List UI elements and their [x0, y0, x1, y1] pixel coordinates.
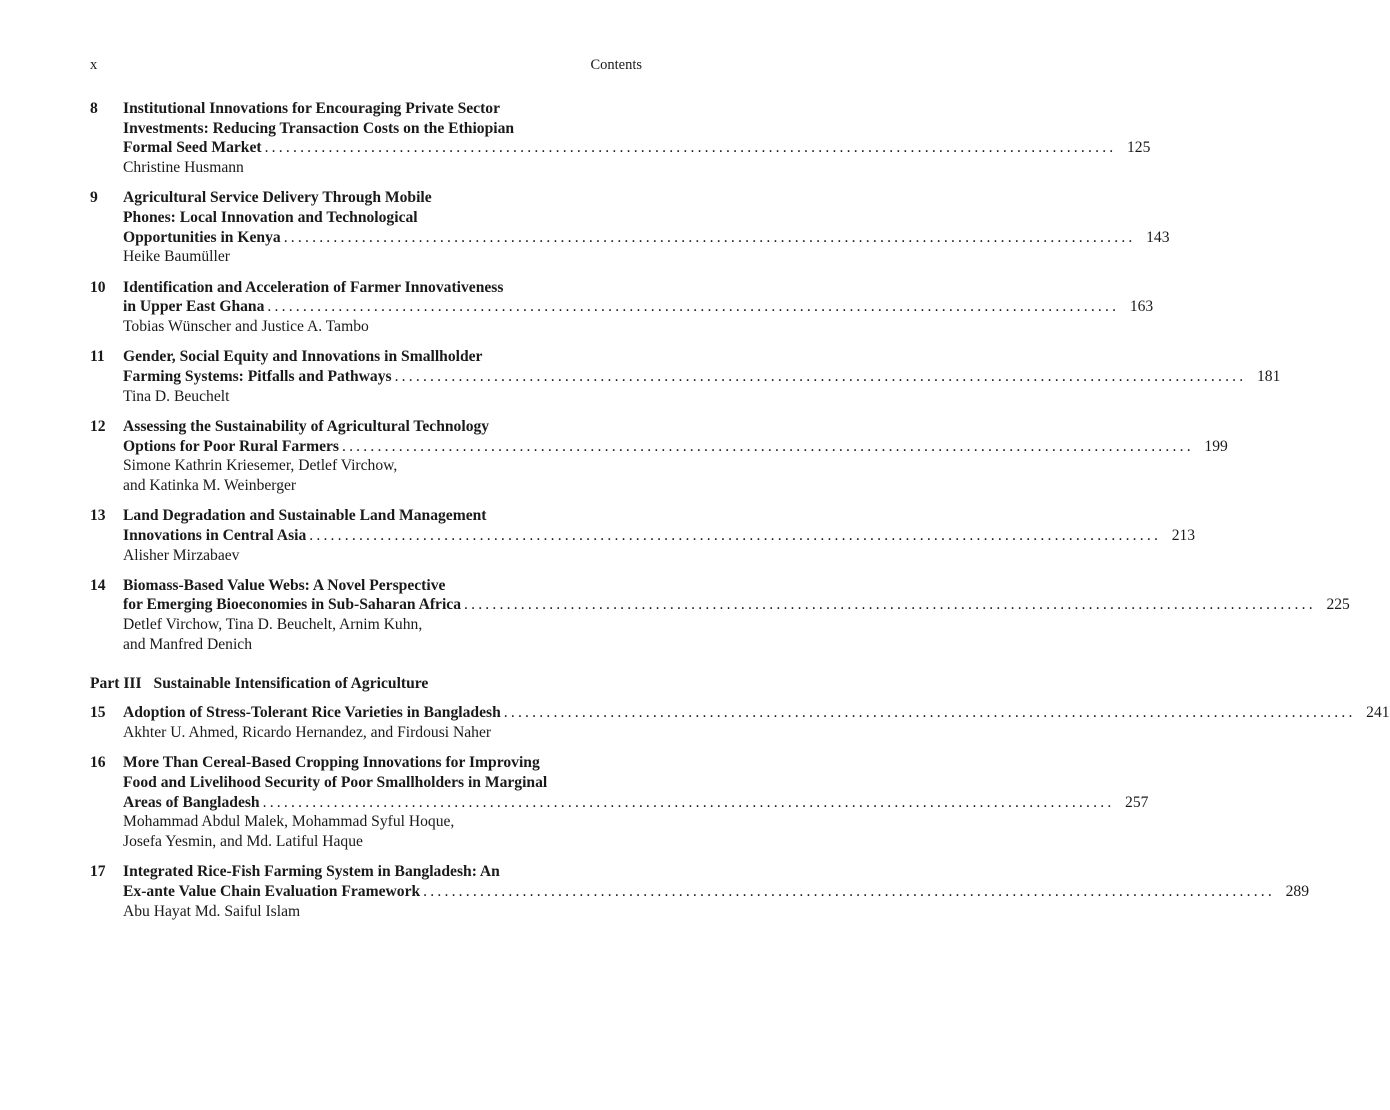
chapter-title-last-line[interactable]: [123, 297, 1154, 317]
entry-body: [123, 753, 1149, 852]
chapter-title-line[interactable]: Formal Seed Market: [123, 139, 262, 157]
chapter-authors: Alisher Mirzabaev: [123, 546, 240, 564]
chapter-authors: Tobias Wünscher and Justice A. Tambo: [123, 318, 369, 336]
chapter-authors: Christine Husmann: [123, 159, 244, 177]
chapter-authors: and Manfred Denich: [123, 635, 253, 653]
toc-entry[interactable]: [90, 347, 1281, 406]
chapter-title-line[interactable]: Adoption of Stress-Tolerant Rice Varieties in Bangladesh: [123, 704, 501, 722]
running-title: Contents: [590, 57, 642, 73]
toc-entry[interactable]: [90, 753, 1149, 852]
page-number: x: [90, 57, 98, 73]
chapter-title-line[interactable]: Food and Livelihood Security of Poor Smallholders in Marginal: [123, 773, 548, 791]
chapter-number: 15: [90, 704, 106, 722]
chapter-number: 10: [90, 278, 106, 296]
entry-body: [123, 278, 1154, 337]
dot-leader: ........................................................................................................................: [262, 793, 1115, 811]
chapter-title-last-line[interactable]: [123, 138, 1151, 158]
page-reference[interactable]: 225: [1326, 596, 1350, 614]
chapter-title-line[interactable]: Identification and Acceleration of Farmer Innovativeness: [123, 278, 504, 296]
toc-entry[interactable]: [90, 862, 1309, 921]
chapter-title-line[interactable]: Opportunities in Kenya: [123, 228, 281, 246]
page-reference[interactable]: 257: [1125, 793, 1149, 811]
dot-leader: ........................................................................................................................: [264, 139, 1117, 157]
toc-entry[interactable]: [90, 99, 1151, 178]
chapter-number: 11: [90, 348, 105, 366]
dot-leader: ........................................................................................................................: [464, 596, 1316, 614]
entry-body: [123, 703, 1390, 742]
chapter-title-line[interactable]: Land Degradation and Sustainable Land Management: [123, 507, 487, 525]
part-label: Part III: [90, 674, 142, 692]
chapter-authors: Heike Baumüller: [123, 248, 230, 266]
chapter-title-last-line[interactable]: [123, 793, 1149, 813]
chapter-title-line[interactable]: Phones: Local Innovation and Technological: [123, 209, 418, 227]
part-heading: [90, 674, 642, 694]
toc-entry[interactable]: [90, 576, 1350, 655]
chapter-title-line[interactable]: Agricultural Service Delivery Through Mobile: [123, 189, 432, 207]
toc-entry[interactable]: [90, 506, 1196, 565]
toc-entry[interactable]: [90, 188, 1170, 267]
entry-body: [123, 347, 1281, 406]
toc-entry[interactable]: [90, 703, 1390, 742]
entry-body: [123, 99, 1151, 178]
chapter-authors: Simone Kathrin Kriesemer, Detlef Virchow,: [123, 457, 398, 475]
page-reference[interactable]: 289: [1285, 882, 1309, 900]
chapter-title-line[interactable]: in Upper East Ghana: [123, 298, 265, 316]
page-reference[interactable]: 199: [1204, 437, 1228, 455]
chapter-title-line[interactable]: Investments: Reducing Transaction Costs on the Ethiopian: [123, 119, 515, 137]
chapter-title-last-line[interactable]: [123, 367, 1281, 387]
chapter-number: 12: [90, 417, 106, 435]
chapter-title-last-line[interactable]: [123, 882, 1309, 902]
chapter-title-line[interactable]: Options for Poor Rural Farmers: [123, 437, 339, 455]
chapter-number: 17: [90, 863, 106, 881]
entry-body: [123, 862, 1309, 921]
part-title: Sustainable Intensification of Agriculture: [153, 674, 429, 692]
page-reference[interactable]: 181: [1256, 367, 1281, 385]
chapter-authors: and Katinka M. Weinberger: [123, 476, 297, 494]
entry-body: [123, 417, 1228, 496]
chapter-title-line[interactable]: Biomass-Based Value Webs: A Novel Perspective: [123, 576, 446, 594]
chapter-title-line[interactable]: Integrated Rice-Fish Farming System in Bangladesh: An: [123, 863, 500, 881]
chapter-title-line[interactable]: Ex-ante Value Chain Evaluation Framework: [123, 882, 421, 900]
chapter-authors: Detlef Virchow, Tina D. Beuchelt, Arnim Kuhn,: [123, 616, 423, 634]
page-reference[interactable]: 163: [1129, 298, 1154, 316]
page-reference[interactable]: 125: [1127, 139, 1151, 157]
toc-entry[interactable]: [90, 278, 1154, 337]
chapter-number: 14: [90, 576, 106, 594]
chapter-title-line[interactable]: for Emerging Bioeconomies in Sub-Saharan Africa: [123, 596, 462, 614]
entry-body: [123, 188, 1170, 267]
chapter-title-line[interactable]: Farming Systems: Pitfalls and Pathways: [123, 367, 392, 385]
dot-leader: ........................................................................................................................: [309, 526, 1162, 544]
chapter-title-last-line[interactable]: [123, 526, 1196, 546]
dot-leader: ........................................................................................................................: [267, 298, 1120, 316]
chapter-title-line[interactable]: Innovations in Central Asia: [123, 526, 307, 544]
chapter-number: 9: [90, 189, 98, 207]
page-reference[interactable]: 143: [1146, 228, 1170, 246]
chapter-title-last-line[interactable]: [123, 228, 1170, 248]
chapter-authors: Josefa Yesmin, and Md. Latiful Haque: [123, 833, 363, 850]
chapter-title-last-line[interactable]: [123, 595, 1350, 615]
chapter-authors: Abu Hayat Md. Saiful Islam: [123, 902, 301, 920]
chapter-number: 16: [90, 754, 106, 772]
chapter-authors: Akhter U. Ahmed, Ricardo Hernandez, and Firdousi Naher: [123, 723, 492, 741]
entry-body: [123, 576, 1350, 655]
chapter-title-line[interactable]: More Than Cereal-Based Cropping Innovations for Improving: [123, 754, 540, 772]
table-of-contents: [90, 99, 1390, 932]
chapter-title-line[interactable]: Institutional Innovations for Encouraging Private Sector: [123, 100, 501, 117]
chapter-title-line[interactable]: Gender, Social Equity and Innovations in Smallholder: [123, 348, 483, 366]
chapter-number: 8: [90, 100, 98, 117]
chapter-authors: Tina D. Beuchelt: [123, 387, 230, 405]
chapter-title-last-line[interactable]: [123, 437, 1228, 457]
chapter-authors: Mohammad Abdul Malek, Mohammad Syful Hoque,: [123, 813, 455, 831]
page-reference[interactable]: 241: [1366, 704, 1390, 722]
toc-entry[interactable]: [90, 417, 1228, 496]
chapter-number: 13: [90, 507, 106, 525]
running-header: [90, 57, 642, 74]
dot-leader: ........................................................................................................................: [341, 437, 1194, 455]
dot-leader: ........................................................................................................................: [503, 704, 1356, 722]
entry-body: [123, 506, 1196, 565]
page-reference[interactable]: 213: [1171, 526, 1196, 544]
chapter-title-line[interactable]: Assessing the Sustainability of Agricultural Technology: [123, 417, 490, 435]
dot-leader: ........................................................................................................................: [423, 882, 1275, 900]
dot-leader: ........................................................................................................................: [394, 367, 1247, 385]
chapter-title-line[interactable]: Areas of Bangladesh: [123, 793, 260, 811]
chapter-title-last-line[interactable]: [123, 703, 1390, 723]
dot-leader: ........................................................................................................................: [283, 228, 1136, 246]
